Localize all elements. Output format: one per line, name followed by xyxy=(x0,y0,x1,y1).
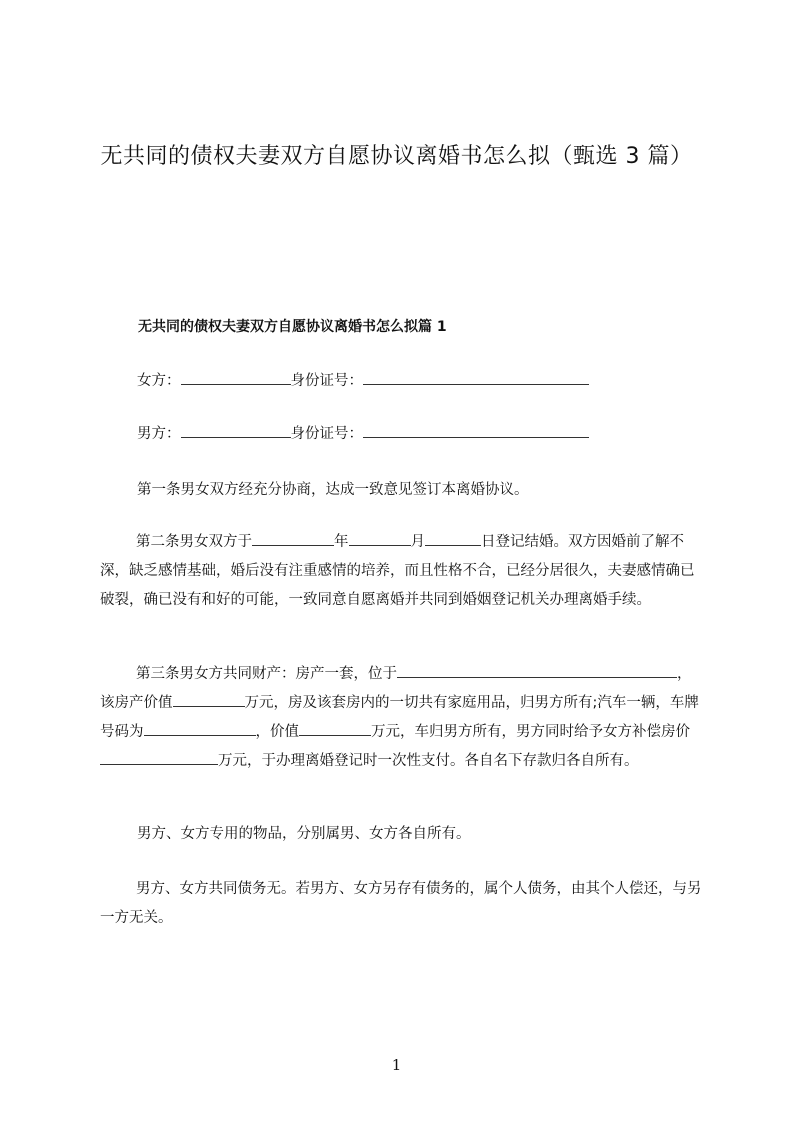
clause-1: 第一条男女双方经充分协商，达成一致意见签订本离婚协议。 xyxy=(137,482,529,498)
female-name-blank xyxy=(181,367,291,385)
house-location-blank xyxy=(397,660,669,678)
compensation-blank xyxy=(100,747,218,765)
clause-2-rest: 日登记结婚。双方因婚前了解不深，缺乏感情基础，婚后没有注重感情的培养，而且性格不合，已经分居很久，夫妻感情确已破裂，确已没有和好的可能，一致同意自愿离婚并共同到婚姻登记机关办理离婚手续。 xyxy=(100,534,695,608)
house-value-blank xyxy=(173,689,245,707)
marriage-day-blank xyxy=(425,528,481,546)
document-title: 无共同的债权夫妻双方自愿协议离婚书怎么拟（甄选 3 篇） xyxy=(100,144,693,169)
clause-3-car-value: ，价值 xyxy=(255,724,299,740)
female-label: 女方： xyxy=(137,373,181,389)
marriage-month-blank xyxy=(349,528,411,546)
female-info-line xyxy=(137,367,741,396)
marriage-year-blank xyxy=(252,528,334,546)
female-id-blank xyxy=(363,367,589,385)
male-label: 男方： xyxy=(137,426,181,442)
clause-3-house-unit: 万元，房及该套房内的一切共有家庭用品，归男方所有;汽车一辆，车牌号码为 xyxy=(100,695,699,740)
female-id-label: 身份证号： xyxy=(290,373,363,389)
clause-3-rest: 万元，于办理离婚登记时一次性支付。各自名下存款归各自所有。 xyxy=(218,753,639,769)
male-info-line xyxy=(137,420,741,449)
clause-3-car-unit: 万元，车归男方所有，男方同时给予女方补偿房价 xyxy=(371,724,690,740)
clause-3-prefix: 第三条男女方共同财产：房产一套，位于 xyxy=(136,666,397,682)
clause-2-year: 年 xyxy=(334,534,349,550)
clause-3-house-value: ，该房产价值 xyxy=(100,666,692,711)
clause-5: 男方、女方共同债务无。若男方、女方另存有债务的，属个人债务，由其个人偿还，与另一方无关。 xyxy=(100,881,702,926)
car-plate-blank xyxy=(144,718,256,736)
car-value-blank xyxy=(299,718,371,736)
clause-2-prefix: 第二条男女双方于 xyxy=(136,534,252,550)
clause-2-month: 月 xyxy=(410,534,425,550)
male-id-label: 身份证号： xyxy=(290,426,363,442)
page-number: 1 xyxy=(391,1056,402,1074)
clause-4: 男方、女方专用的物品，分别属男、女方各自所有。 xyxy=(137,826,471,842)
male-name-blank xyxy=(181,420,291,438)
male-id-blank xyxy=(363,420,589,438)
clause-3 xyxy=(100,660,704,776)
clause-2 xyxy=(100,528,704,615)
section-heading: 无共同的债权夫妻双方自愿协议离婚书怎么拟篇 1 xyxy=(138,319,447,335)
house-location-blank-end xyxy=(669,660,677,678)
